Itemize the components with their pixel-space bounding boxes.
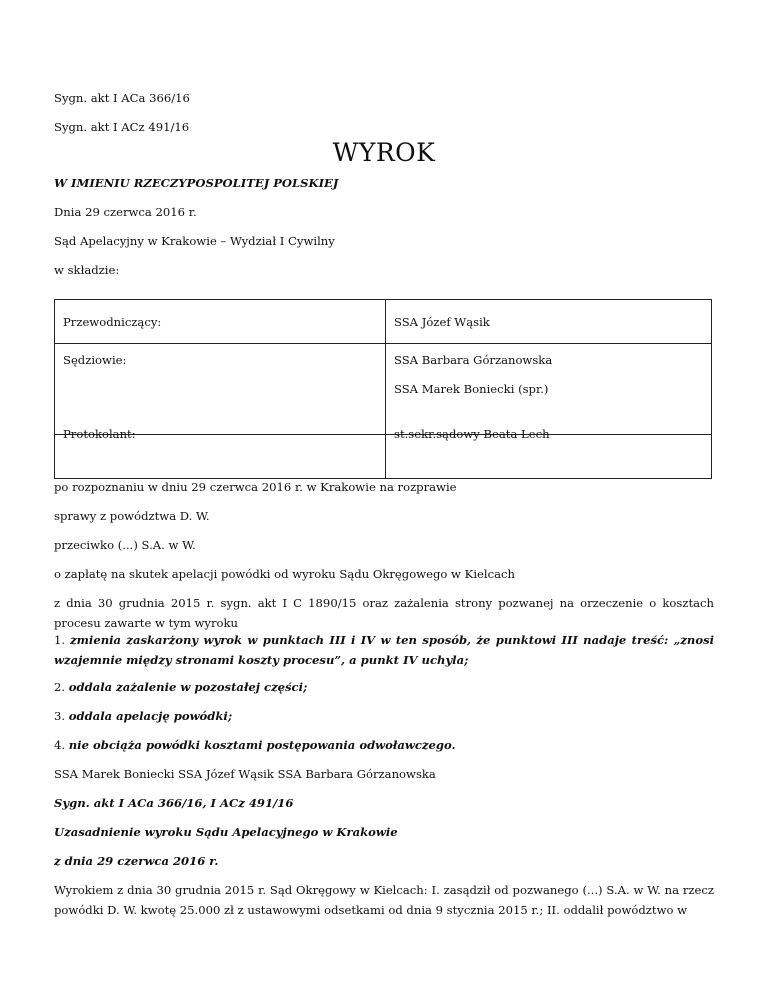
ruling-item-text: zmienia zaskarżony wyrok w punktach III i IV w ten sposób, że punktowi III nadaje treść: „znosi wzajemnie między stronami koszty procesu”, a punkt IV uchyla; [54,633,715,667]
table-divider [385,300,386,478]
document-subtitle: W IMIENIU RZECZYPOSPOLITEJ POLSKIEJ [54,176,339,190]
judge-name-1: SSA Barbara Górzanowska [394,353,553,367]
chair-name: SSA Józef Wąsik [394,315,490,329]
judges-label: Sędziowie: [63,353,127,367]
clerk-name: st.sekr.sądowy Beata Lech [394,427,550,441]
composition-label: w składzie: [54,263,120,277]
judge-name-2: SSA Marek Boniecki (spr.) [394,382,549,396]
ruling-item-text: oddala apelację powódki; [68,709,233,723]
ruling-item [54,630,714,670]
ruling-item-number: 4. [54,738,66,752]
body-line-2: sprawy z powództwa D. W. [54,509,210,523]
ruling-item-number: 2. [54,680,66,694]
ruling-item-text: nie obciąża powódki kosztami postępowania odwoławczego. [68,738,456,752]
justification-date: z dnia 29 czerwca 2016 r. [54,854,219,868]
ruling-item [54,706,232,726]
chair-label: Przewodniczący: [63,315,162,329]
ruling-item [54,677,307,697]
signatures: SSA Marek Boniecki SSA Józef Wąsik SSA Barbara Górzanowska [54,767,436,781]
body-line-5: z dnia 30 grudnia 2015 r. sygn. akt I C 1890/15 oraz zażalenia strony pozwanej na orzeczenie o kosztach procesu zawarte w tym wyroku [54,596,714,630]
case-signature-1: Sygn. akt I ACa 366/16 [54,91,190,105]
clerk-label: Protokolant: [63,427,136,441]
case-signature-2: Sygn. akt I ACz 491/16 [54,120,190,134]
ruling-item-number: 3. [54,709,66,723]
justification-heading: Uzasadnienie wyroku Sądu Apelacyjnego w Krakowie [54,825,398,839]
justification-signature: Sygn. akt I ACa 366/16, I ACz 491/16 [54,796,294,810]
judgment-date: Dnia 29 czerwca 2016 r. [54,205,197,219]
body-line-3: przeciwko (...) S.A. w W. [54,538,196,552]
court-name: Sąd Apelacyjny w Krakowie – Wydział I Cywilny [54,234,335,248]
ruling-item-number: 1. [54,633,66,647]
court-panel-table [54,299,712,479]
body-line-1: po rozpoznaniu w dniu 29 czerwca 2016 r. w Krakowie na rozprawie [54,480,457,494]
justification-text: Wyrokiem z dnia 30 grudnia 2015 r. Sąd Okręgowy w Kielcach: I. zasądził od pozwanego (...) S.A. w W. na rzecz powódki D. W. kwotę 25.000 zł z ustawowymi odsetkami od dnia 9 stycznia 2015 r.; II. oddalił powództwo w [54,883,714,917]
ruling-item-text: oddala zażalenie w pozostałej części; [68,680,308,694]
document-title: WYROK [332,138,436,167]
body-line-4: o zapłatę na skutek apelacji powódki od wyroku Sądu Okręgowego w Kielcach [54,567,515,581]
ruling-item [54,735,456,755]
table-row [55,344,711,435]
